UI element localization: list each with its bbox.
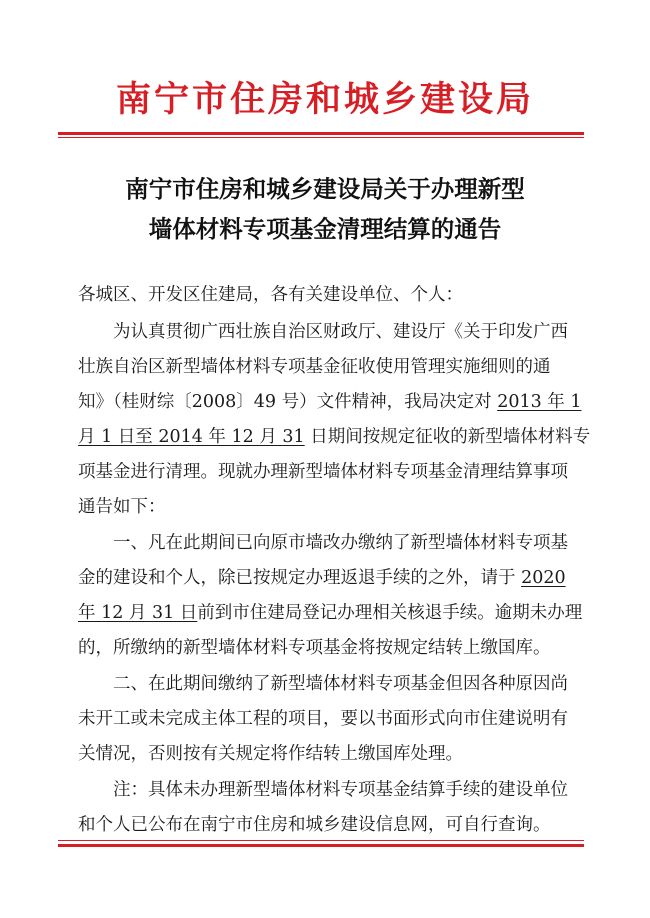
deadline-year-underlined: 2020 <box>521 568 566 588</box>
item-1-line-4: 的，所缴纳的新型墙体材料专项基金将按规定结转上缴国库。 <box>78 638 551 658</box>
item-2-line-3: 关情况，否则按有关规定将作结转上缴国库处理。 <box>78 744 463 764</box>
salutation: 各城区、开发区住建局，各有关建设单位、个人： <box>78 285 463 305</box>
item-2-line-1: 二、在此期间缴纳了新型墙体材料专项基金但因各种原因尚 <box>113 674 568 694</box>
letterhead-title: 南宁市住房和城乡建设局 <box>115 79 534 120</box>
date-range-underlined: 月 1 日至 2014 年 12 月 31 <box>78 427 305 447</box>
paragraph-1-line-4-text: 日期间按规定征收的新型墙体材料专 <box>304 427 591 447</box>
item-2-line-2: 未开工或未完成主体工程的项目，要以书面形式向市住建说明有 <box>78 709 568 729</box>
paragraph-1-line-4 <box>78 425 590 449</box>
item-1-line-3-text: 前到市住建局登记办理相关核退手续。逾期未办理 <box>197 603 583 623</box>
footer-rule-thin <box>58 840 584 841</box>
note-line-2: 和个人已公布在南宁市住房和城乡建设信息网，可自行查询。 <box>78 815 551 835</box>
date-start-underlined: 2013 年 1 <box>497 392 582 412</box>
paragraph-1-line-1: 为认真贯彻广西壮族自治区财政厅、建设厅《关于印发广西 <box>113 322 568 342</box>
paragraph-1-line-6: 通告如下： <box>78 497 166 517</box>
note-line-1: 注：具体未办理新型墙体材料专项基金结算手续的建设单位 <box>113 780 568 800</box>
footer-rule-thick <box>58 844 584 847</box>
item-1-line-1: 一、凡在此期间已向原市墙改办缴纳了新型墙体材料专项基 <box>113 533 568 553</box>
paragraph-1-line-3-text: 知》（桂财综〔2008〕49 号）文件精神，我局决定对 <box>78 392 498 412</box>
letterhead-rule-thick <box>58 132 584 135</box>
item-1-line-3 <box>78 601 582 625</box>
paragraph-1-line-3 <box>78 390 581 414</box>
item-1-line-2 <box>78 566 566 590</box>
notice-title-line-1: 南宁市住房和城乡建设局关于办理新型 <box>125 175 525 203</box>
paragraph-1-line-5: 项基金进行清理。现就办理新型墙体材料专项基金清理结算事项 <box>78 462 568 482</box>
paragraph-1-line-2: 壮族自治区新型墙体材料专项基金征收使用管理实施细则的通 <box>78 357 551 377</box>
item-1-line-2-text: 金的建设和个人，除已按规定办理返退手续的之外，请于 <box>78 568 522 588</box>
letterhead-rule-thin <box>58 137 584 138</box>
deadline-date-underlined: 年 12 月 31 日 <box>78 603 198 623</box>
notice-title-line-2: 墙体材料专项基金清理结算的通告 <box>148 215 502 243</box>
